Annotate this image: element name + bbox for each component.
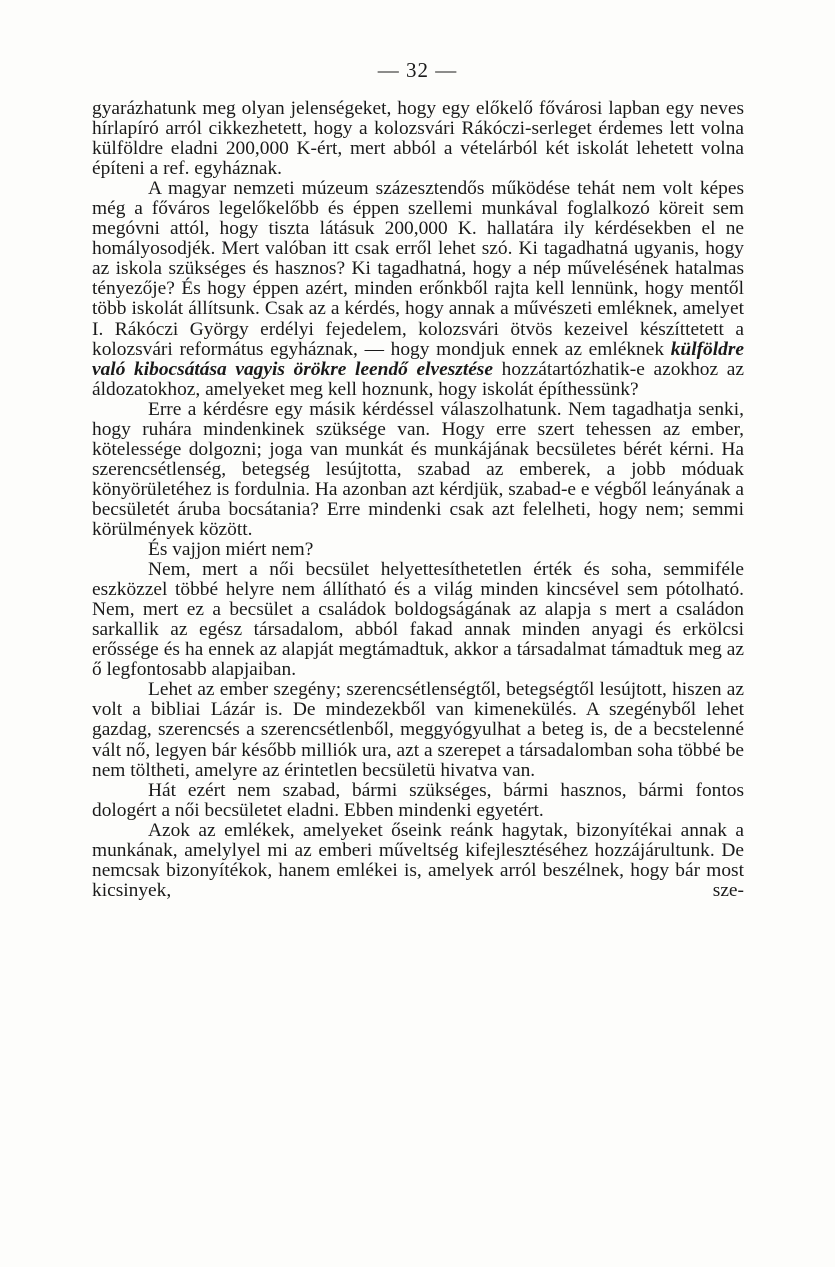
paragraph-p5 [92,560,744,680]
body-text [92,99,744,901]
paragraph-text: hozzátartózhatik-e azokhoz az áldozatokhoz, amelyeket meg kell hoznunk, hogy iskolát építhessünk? [92,358,745,400]
paragraph-text: Nem, mert a női becsület helyettesíthetetlen érték és soha, semmiféle eszközzel többé helyre nem állítható és a világ minden kincsével sem pótolható. Nem, mert ez a becsület a családok boldogságának az alapja s mert a családon sarkallik az egész társadalom, abból fakad annak minden anyagi és erkölcsi erőssége és ha ennek az alapját megtámadtuk, akkor a társadalmat támadtuk meg az ő legfontosabb alapjaiban. [92,559,744,681]
paragraph-text: gyarázhatunk meg olyan jelenségeket, hogy egy előkelő fővárosi lapban egy neves hírlapíró arról cikkezhetett, hogy a kolozsvári Rákóczi-serleget érdemes lett volna külföldre eladni 200,000 K-ért, mert abból a vételárból két iskolát lehetett volna építeni a ref. egyháznak. [92,98,744,180]
paragraph-text: Erre a kérdésre egy másik kérdéssel válaszolhatunk. Nem tagadhatja senki, hogy ruhára mindenkinek szüksége van. Hogy erre szert tehessen az ember, kötelessége dolgozni; joga van munkát és munkájának becsületes bérét kérni. Ha szerencsétlenség, betegség lesújtotta, szabad az emberek, a jobb móduak könyörületéhez is fordulnia. Ha azonban azt kérdjük, szabad-e e végből leányának a becsületét áruba bocsátania? Erre mindenki csak azt felelheti, hogy nem; semmi körülmények között. [92,398,745,540]
paragraph-p2 [92,179,744,400]
paragraph-p4 [92,540,744,560]
paragraph-text: Lehet az ember szegény; szerencsétlenségtől, betegségtől lesújtott, hiszen az volt a bibliai Lázár is. De mindezekből van kimenekülés. A szegényből lehet gazdag, szerencsés a szerencsétlenből, meggyógyulhat a beteg is, de a becstelenné vált nő, legyen bár később milliók ura, azt a szerepet a társadalomban soha többé be nem töltheti, amelyre az érintetlen becsületü hivatva van. [92,679,744,781]
paragraph-p3 [92,400,744,540]
emphasized-text: külföldre való kibocsátása vagyis örökre leendő elvesztése [92,338,744,380]
paragraph-text: A magyar nemzeti múzeum százesztendős működése tehát nem volt képes még a főváros legelőkelőbb és éppen szellemi munkával foglalkozó köreit sem megóvni attól, hogy tiszta látásuk 200,000 K. hallatára ily kérdésekben el ne homályosodjék. Mert valóban itt csak erről lehet szó. Ki tagadhatná ugyanis, hogy az iskola szükséges és hasznos? Ki tagadhatná, hogy a nép művelésének hatalmas tényezője? És hogy éppen azért, minden erőnkből rajta kell lennünk, hogy mentől több iskolát állítsunk. Csak az a kérdés, hogy annak a művészeti emléknek, amelyet I. Rákóczi György erdélyi fejedelem, kolozsvári ötvös kezeivel készíttetett a kolozsvári református egyháznak, — hogy mondjuk ennek az emléknek [92,178,744,360]
paragraph-p8 [92,821,744,901]
paragraph-text: És vajjon miért nem? [148,539,314,561]
paragraph-text: Hát ezért nem szabad, bármi szükséges, bármi hasznos, bármi fontos dologért a női becsületet eladni. Ebben mindenki egyetért. [92,779,744,821]
page-number: — 32 — [377,58,458,82]
paragraph-p6 [92,680,744,780]
paragraph-p7 [92,781,744,821]
paragraph-p1 [92,99,744,179]
paragraph-text: Azok az emlékek, amelyeket őseink reánk hagytak, bizonyítékai annak a munkának, amelylyel mi az emberi műveltség kifejlesztéséhez hozzájárultunk. De nemcsak bizonyítékok, hanem emlékei is, amelyek arról beszélnek, hogy bár most kicsinyek, sze- [92,819,744,901]
